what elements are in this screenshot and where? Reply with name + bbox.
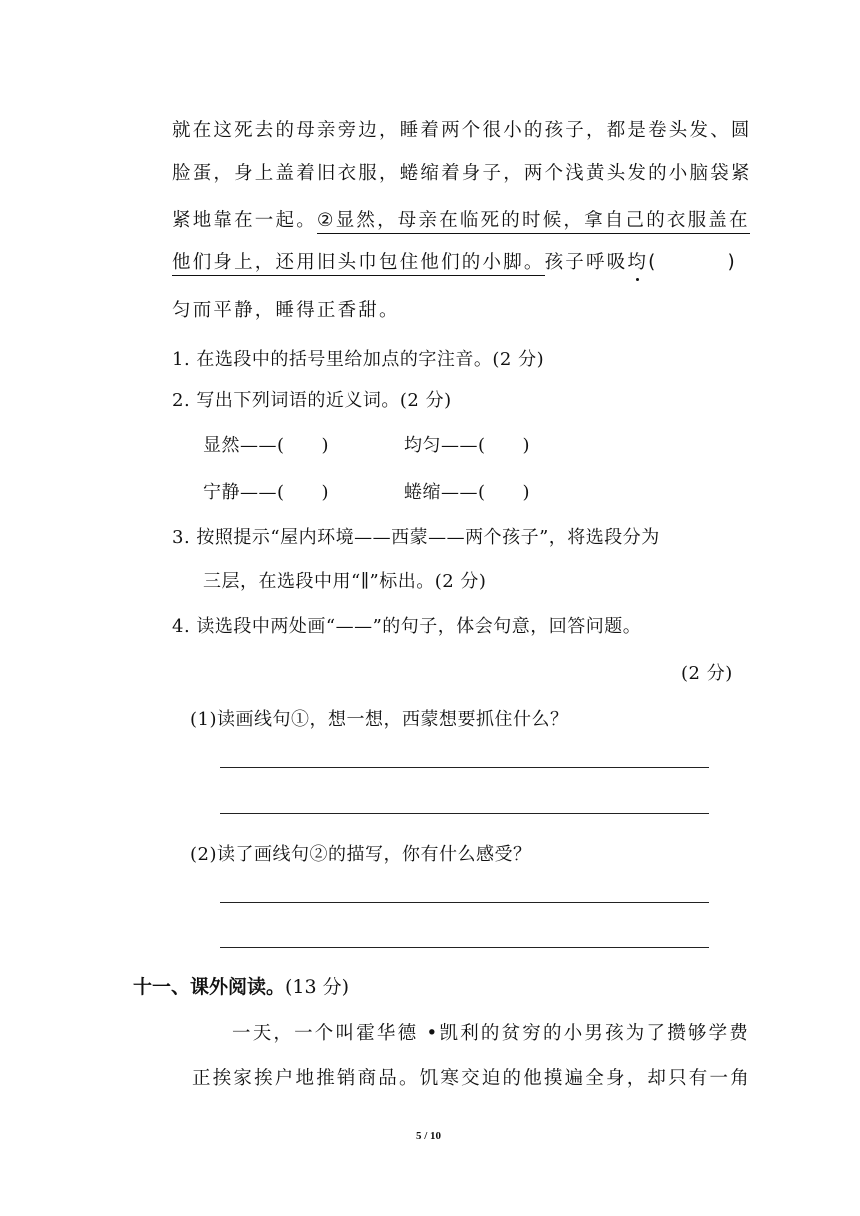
dotted-character: 均 (627, 248, 648, 274)
answer-line[interactable] (220, 947, 709, 948)
page-number: 5 / 10 (416, 1130, 442, 1142)
answer-line[interactable] (220, 813, 709, 814)
passage-line-3-text: 紧地靠在一起。 (172, 210, 317, 231)
section-11-heading (133, 972, 349, 999)
synonym-item-4: 蜷缩——( ) (404, 482, 531, 503)
synonym-item-2: 均匀——( ) (404, 435, 531, 456)
reading-para-line-1: 一天，一个叫霍华德 •凯利的贫穷的小男孩为了攒够学费 (232, 1023, 750, 1044)
passage-line-3 (172, 206, 750, 232)
answer-line[interactable] (220, 767, 709, 768)
passage-line-4 (172, 248, 737, 274)
section-11-title: 十一、课外阅读。 (133, 976, 286, 998)
question-4-score: (2 分) (681, 663, 733, 684)
question-3-line-2: 三层，在选段中用“∥”标出。(2 分) (203, 571, 487, 592)
underlined-sentence-2-part-1: ②显然，母亲在临死的时候，拿自己的衣服盖在 (317, 210, 750, 234)
question-4: 4. 读选段中两处画“——”的句子，体会句意，回答问题。 (172, 616, 642, 637)
passage-line-4-text: 孩子呼吸 (544, 252, 628, 273)
question-2: 2. 写出下列词语的近义词。(2 分) (172, 390, 452, 411)
underlined-sentence-2-part-2: 他们身上，还用旧头巾包住他们的小脚。 (172, 252, 545, 276)
answer-line[interactable] (220, 902, 709, 903)
question-1: 1. 在选段中的括号里给加点的字注音。(2 分) (172, 349, 545, 370)
reading-para-line-2: 正挨家挨户地推销商品。饥寒交迫的他摸遍全身，却只有一角 (192, 1068, 751, 1089)
question-4-sub-2: (2)读了画线句②的描写，你有什么感受？ (190, 844, 532, 865)
synonym-item-3: 宁静——( ) (203, 482, 330, 503)
question-4-sub-1: (1)读画线句①，想一想，西蒙想要抓住什么？ (190, 709, 569, 730)
passage-line-2: 脸蛋，身上盖着旧衣服，蜷缩着身子，两个浅黄头发的小脑袋紧 (172, 163, 752, 184)
passage-line-5: 匀而平静，睡得正香甜。 (172, 300, 400, 321)
question-3-line-1: 3. 按照提示“屋内环境——西蒙——两个孩子”，将选段分为 (172, 527, 660, 548)
synonym-item-1: 显然——( ) (203, 435, 330, 456)
section-11-score: (13 分) (285, 976, 350, 998)
pinyin-paren-close: ) (727, 252, 737, 273)
passage-line-1: 就在这死去的母亲旁边，睡着两个很小的孩子，都是卷头发、圆 (172, 120, 752, 141)
pinyin-paren-open: ( (648, 252, 658, 273)
